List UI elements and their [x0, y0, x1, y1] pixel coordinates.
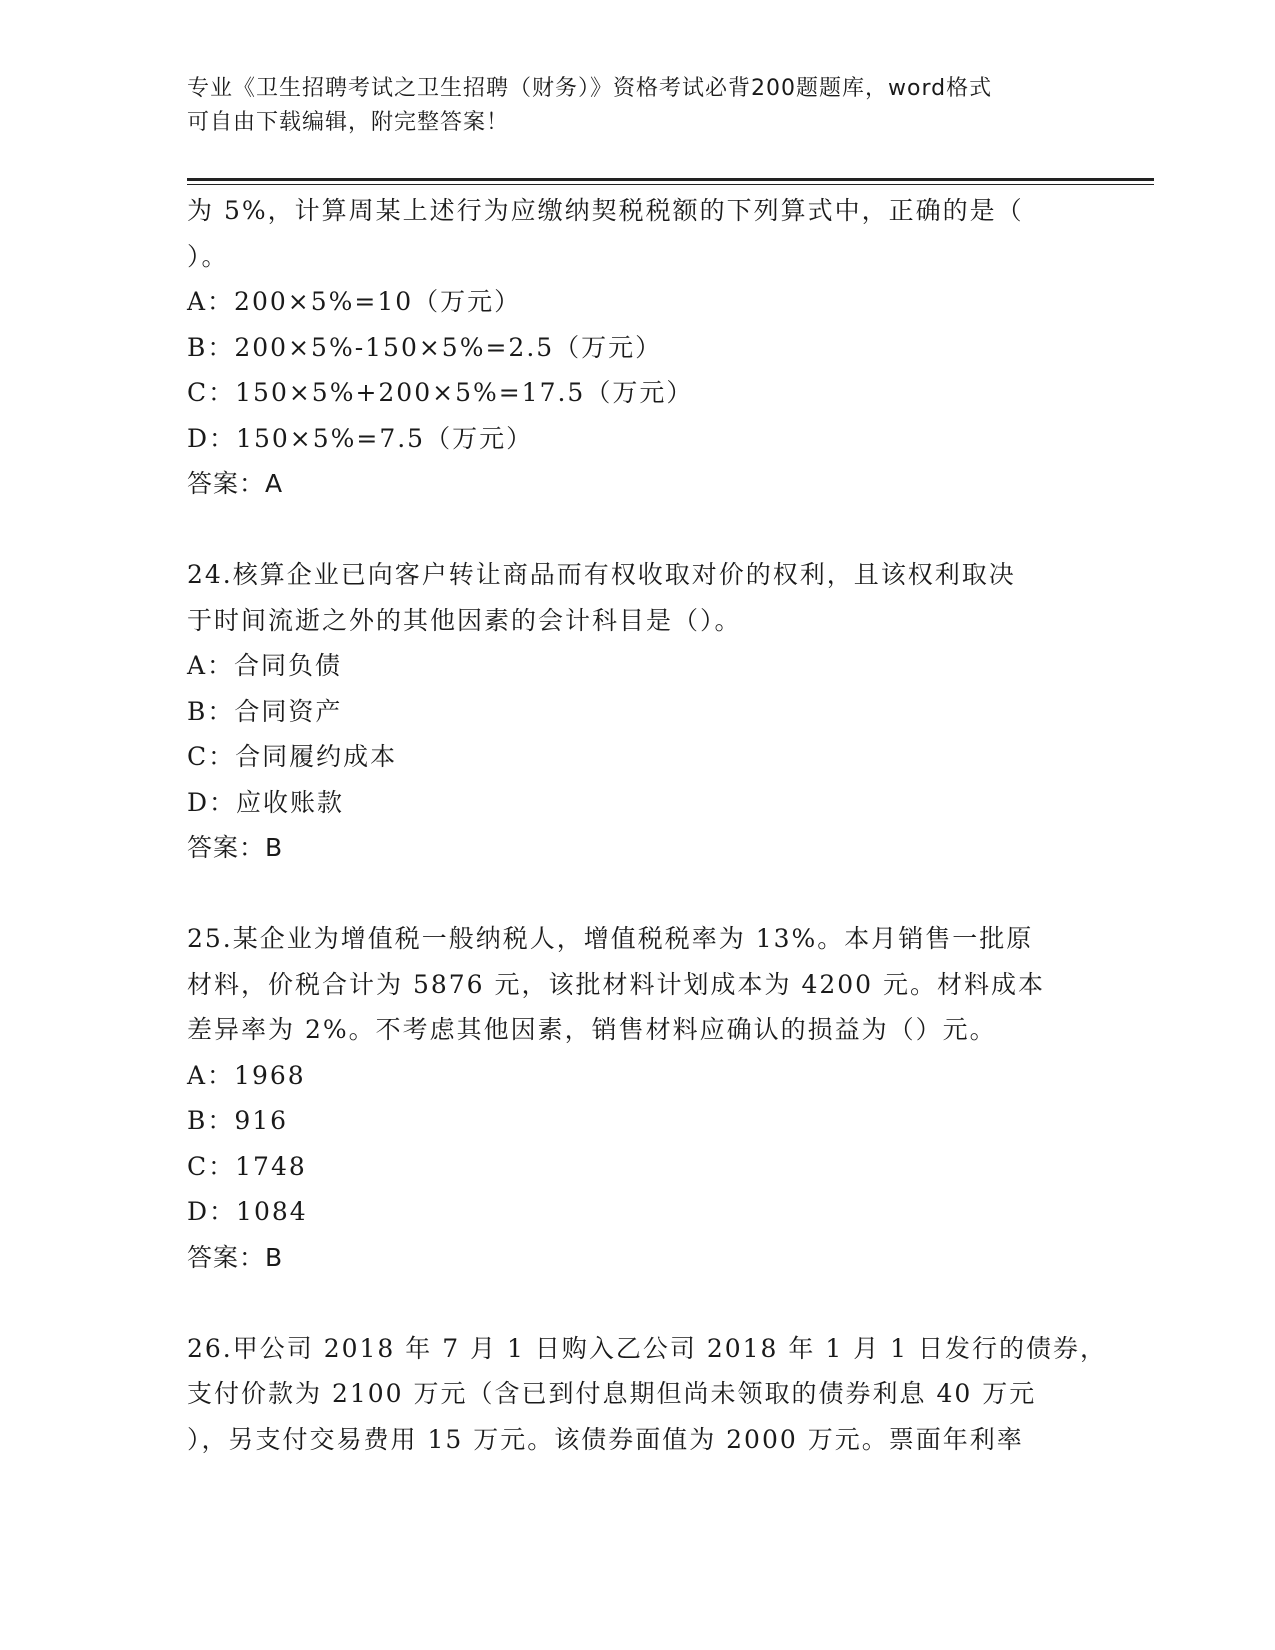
answer-line: 答案：A	[187, 469, 284, 498]
option-c: C：合同履约成本	[187, 742, 398, 771]
question-stem-line: 24.核算企业已向客户转让商品而有权收取对价的权利，且该权利取决	[187, 560, 1016, 589]
header-title-line-1: 专业《卫生招聘考试之卫生招聘（财务）》资格考试必背200题题库，word格式	[187, 76, 993, 101]
option-d: D：150×5%=7.5（万元）	[187, 423, 534, 453]
option-a: A：1968	[187, 1060, 306, 1090]
question-stem-line: 材料，价税合计为 5876 元，该批材料计划成本为 4200 元。材料成本	[187, 969, 1046, 999]
option-c: C：150×5%+200×5%=17.5（万元）	[187, 378, 694, 407]
option-b: B：合同资产	[187, 696, 343, 726]
question-stem-line: 差异率为 2%。不考虑其他因素，销售材料应确认的损益为（）元。	[187, 1015, 997, 1044]
option-d: D：1084	[187, 1197, 308, 1226]
question-stem-line: 26.甲公司 2018 年 7 月 1 日购入乙公司 2018 年 1 月 1 日发行的债券，	[187, 1333, 1107, 1363]
option-d: D：应收账款	[187, 787, 345, 817]
option-a: A：合同负债	[187, 651, 343, 680]
answer-line: 答案：B	[187, 1242, 284, 1272]
question-24	[187, 552, 1087, 871]
document-header	[187, 72, 1067, 140]
question-stem-line: 25.某企业为增值税一般纳税人，增值税税率为 13%。本月销售一批原	[187, 924, 1034, 953]
header-divider-thick	[187, 178, 1154, 181]
question-stem-line: ），另支付交易费用 15 万元。该债券面值为 2000 万元。票面年利率	[187, 1424, 1024, 1454]
option-a: A：200×5%=10（万元）	[187, 287, 522, 316]
spacer	[187, 871, 1087, 917]
question-stem-line: ）。	[187, 241, 229, 271]
document-body	[187, 188, 1107, 1462]
answer-line: 答案：B	[187, 833, 284, 862]
header-divider-thin	[187, 184, 1154, 185]
question-25	[187, 916, 1087, 1280]
option-c: C：1748	[187, 1151, 307, 1181]
question-26	[187, 1326, 1107, 1463]
header-title-line-2: 可自由下载编辑，附完整答案！	[187, 110, 510, 135]
question-stem-line: 于时间流逝之外的其他因素的会计科目是（）。	[187, 605, 742, 635]
spacer	[187, 507, 1087, 553]
option-b: B：200×5%-150×5%=2.5（万元）	[187, 332, 663, 362]
question-stem-line: 支付价款为 2100 万元（含已到付息期但尚未领取的债券利息 40 万元	[187, 1379, 1037, 1408]
question-23	[187, 188, 1087, 507]
option-b: B：916	[187, 1106, 289, 1135]
question-stem-line: 为 5%，计算周某上述行为应缴纳契税税额的下列算式中，正确的是（	[187, 196, 1024, 225]
spacer	[187, 1280, 1087, 1326]
